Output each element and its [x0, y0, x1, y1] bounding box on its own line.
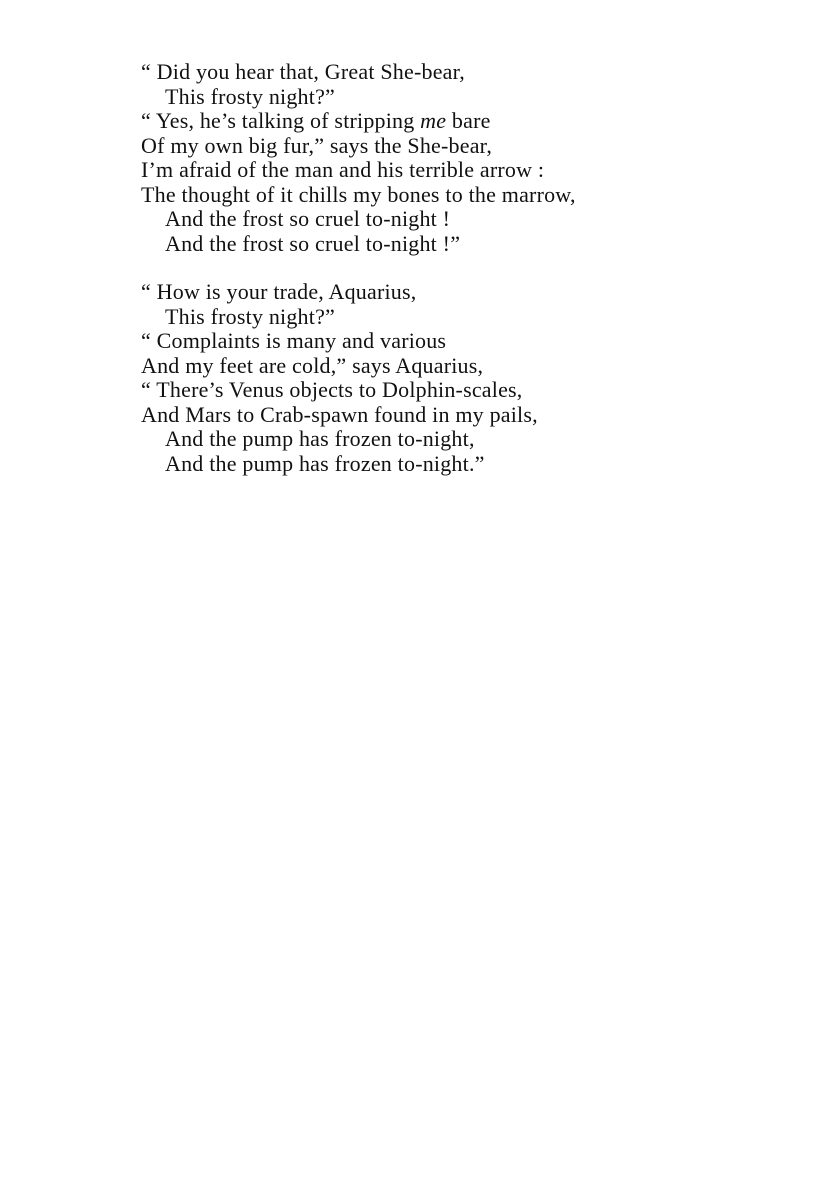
poem-line	[141, 109, 721, 134]
poem-line: “ How is your trade, Aquarius,	[141, 279, 417, 304]
poem-line: And the frost so cruel to-night !”	[165, 230, 461, 256]
poem-line: And the pump has frozen to-night,	[165, 426, 475, 451]
poem-line: And my feet are cold,” says Aquarius,	[141, 352, 484, 378]
poem-line: And Mars to Crab-spawn found in my pails,	[141, 401, 538, 427]
poem-line: I’m afraid of the man and his terrible arrow :	[141, 157, 545, 182]
poem-line: This frosty night?”	[165, 83, 335, 109]
poem-line: This frosty night?”	[165, 303, 335, 329]
poem-line: “ There’s Venus objects to Dolphin-scales,	[141, 377, 523, 402]
poem-line: Of my own big fur,” says the She-bear,	[141, 132, 493, 158]
poem-line-text: “ Yes, he’s talking of stripping	[141, 108, 421, 133]
stanza-aquarius	[141, 280, 721, 476]
emphasized-word: me	[420, 108, 447, 133]
poem-line: “ Did you hear that, Great She-bear,	[141, 59, 465, 84]
poem-line: “ Complaints is many and various	[141, 328, 447, 353]
stanza-she-bear	[141, 60, 721, 256]
poem-line: And the frost so cruel to-night !	[165, 206, 451, 231]
poem-line: The thought of it chills my bones to the marrow,	[141, 181, 576, 207]
poem-line: And the pump has frozen to-night.”	[165, 450, 485, 476]
poem-line-text: bare	[446, 108, 491, 133]
